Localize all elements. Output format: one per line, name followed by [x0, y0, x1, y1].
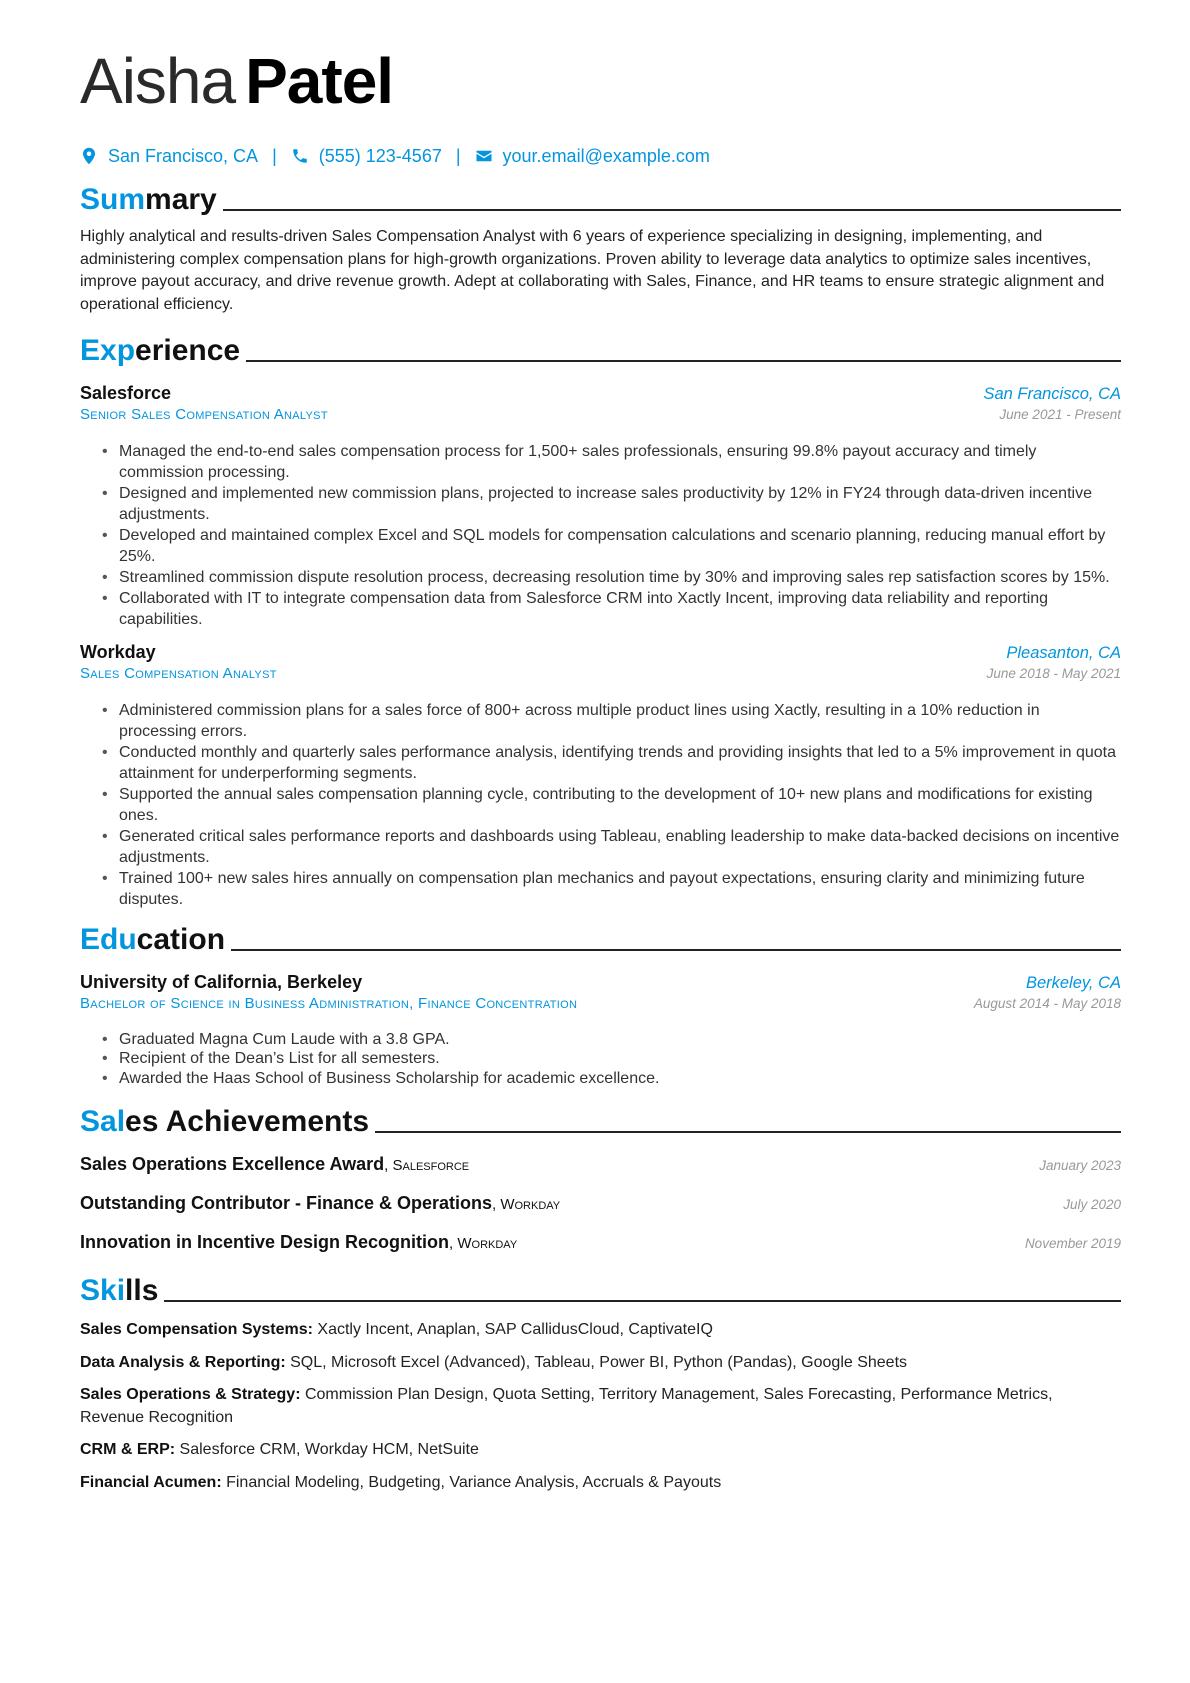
divider: [223, 209, 1121, 211]
achievement-item: [80, 1193, 1121, 1218]
achievement-date: July 2020: [1063, 1197, 1121, 1213]
bullet: • Trained 100+ new sales hires annually on compensation plan mechanics and payout expectations, ensuring clarity and minimizing future disputes.: [118, 868, 1121, 910]
heading-rest: mary: [145, 183, 217, 216]
bullet: • Developed and maintained complex Excel and SQL models for compensation calculations and scenario planning, reducing manual effort by 25%.: [118, 525, 1121, 567]
section-heading: [80, 1273, 158, 1309]
first-name: Aisha: [80, 45, 236, 117]
resume-page: [80, 40, 1121, 1494]
heading-accent: Sum: [80, 183, 146, 216]
job-dates: June 2021 - Present: [999, 406, 1121, 422]
heading-rest: erience: [135, 333, 241, 367]
heading-rest: lls: [125, 1274, 159, 1308]
bullet: • Administered commission plans for a sales force of 800+ across multiple product lines using Xactly, resulting in a 10% reduction in processing errors.: [118, 700, 1121, 742]
section-summary: [80, 180, 1121, 218]
summary-text: Highly analytical and results-driven Sales Compensation Analyst with 6 years of experience specializing in designing, implementing, and administering complex compensation plans for high-growth organizations. Proven ability to leverage data analytics to optimize sales incentives, improve payout accuracy, and drive revenue growth. Adept at collaborating with Sales, Finance, and HR teams to ensure strategic alignment and operational efficiency.: [80, 228, 1105, 314]
candidate-name: [80, 40, 1121, 122]
skill-values: SQL, Microsoft Excel (Advanced), Tableau, Power BI, Python (Pandas), Google Sheets: [285, 1353, 908, 1371]
job-dates: June 2018 - May 2021: [986, 665, 1121, 681]
bullet: • Collaborated with IT to integrate compensation data from Salesforce CRM into Xactly Incent, improving data reliability and reporting capabilities.: [118, 588, 1121, 630]
job-location: Pleasanton, CA: [1006, 643, 1121, 662]
school: University of California, Berkeley: [80, 971, 363, 992]
envelope-icon: [475, 147, 493, 165]
last-name: Patel: [245, 45, 394, 117]
skill-category: Sales Operations & Strategy:: [80, 1386, 301, 1404]
education-dates: August 2014 - May 2018: [973, 995, 1121, 1011]
degree: Bachelor of Science in Business Administration, Finance Concentration: [80, 994, 578, 1012]
heading-rest: es Achievements: [125, 1105, 370, 1139]
location: San Francisco, CA: [108, 145, 259, 166]
bullet: • Conducted monthly and quarterly sales performance analysis, identifying trends and providing insights that led to a 5% improvement in quota attainment for underperforming segments.: [118, 742, 1121, 784]
section-achievements: [80, 1102, 1121, 1140]
achievement-title: Sales Operations Excellence Award: [80, 1154, 385, 1175]
skill-row: [80, 1472, 1121, 1495]
skill-category: Sales Compensation Systems:: [80, 1321, 313, 1339]
section-heading: [80, 922, 225, 958]
bullet: • Managed the end-to-end sales compensation process for 1,500+ sales professionals, ensuring 99.8% payout accuracy and timely commission processing.: [118, 441, 1121, 483]
achievement-title: Innovation in Incentive Design Recognition: [80, 1232, 450, 1253]
section-heading: [80, 1104, 369, 1140]
bullet: • Designed and implemented new commission plans, projected to increase sales productivity by 12% in FY24 through data-driven incentive adjustments.: [118, 483, 1121, 525]
phone: (555) 123-4567: [318, 145, 442, 166]
achievement-org: , Workday: [449, 1235, 518, 1253]
skill-values: Xactly Incent, Anaplan, SAP CallidusCloud, CaptivateIQ: [312, 1321, 713, 1339]
skill-values: Commission Plan Design, Quota Setting, Territory Management, Sales Forecasting, Performance Metrics, Revenue Recognition: [80, 1386, 1053, 1426]
achievement-org: , Workday: [492, 1196, 561, 1214]
bullet: • Supported the annual sales compensation planning cycle, contributing to the development of 10+ new plans and modifications for existing ones.: [118, 784, 1121, 826]
map-pin-icon: [80, 147, 98, 165]
section-heading: [80, 182, 217, 218]
achievement-date: January 2023: [1039, 1158, 1121, 1174]
experience-entry: [80, 383, 1121, 630]
heading-accent: Edu: [80, 922, 137, 956]
skill-row: [80, 1384, 1121, 1429]
bullet: • Recipient of the Dean’s List for all semesters.: [118, 1049, 1121, 1069]
company: Workday: [80, 641, 156, 662]
bullet: • Generated critical sales performance reports and dashboards using Tableau, enabling leadership to make data-backed decisions on incentive adjustments.: [118, 826, 1121, 868]
bullet: • Streamlined commission dispute resolution process, decreasing resolution time by 30% and improving sales rep satisfaction scores by 15%.: [118, 567, 1121, 588]
job-title: Senior Sales Compensation Analyst: [80, 405, 328, 423]
section-experience: [80, 331, 1121, 369]
bullet-list: [118, 441, 1121, 630]
heading-accent: Ski: [80, 1274, 126, 1308]
divider: [246, 360, 1121, 362]
heading-rest: cation: [136, 922, 226, 956]
bullet-list: [118, 1030, 1121, 1089]
skill-category: Financial Acumen:: [80, 1473, 222, 1491]
section-heading: [80, 333, 240, 369]
education-entry: [80, 972, 1121, 1089]
company: Salesforce: [80, 382, 172, 403]
achievement-date: November 2019: [1024, 1236, 1121, 1252]
experience-entry: [80, 642, 1121, 910]
bullet: • Graduated Magna Cum Laude with a 3.8 GPA.: [118, 1030, 1121, 1050]
divider: [375, 1131, 1121, 1133]
job-location: San Francisco, CA: [983, 384, 1121, 403]
skill-category: Data Analysis & Reporting:: [80, 1353, 286, 1371]
section-skills: [80, 1271, 1121, 1309]
separator: |: [272, 145, 277, 166]
achievement-title: Outstanding Contributor - Finance & Operations: [80, 1193, 492, 1214]
contact-line: [80, 142, 1121, 170]
skill-values: Salesforce CRM, Workday HCM, NetSuite: [175, 1441, 479, 1459]
heading-accent: Exp: [80, 333, 136, 367]
bullet-list: [118, 700, 1121, 910]
bullet: • Awarded the Haas School of Business Scholarship for academic excellence.: [118, 1069, 1121, 1089]
job-title: Sales Compensation Analyst: [80, 664, 277, 682]
email-link[interactable]: your.email@example.com: [502, 145, 710, 166]
separator: |: [455, 145, 461, 166]
divider: [164, 1300, 1121, 1302]
school-location: Berkeley, CA: [1025, 973, 1121, 992]
section-education: [80, 920, 1121, 958]
achievement-org: , Salesforce: [384, 1157, 470, 1175]
phone-icon: [291, 147, 309, 165]
skill-values: Financial Modeling, Budgeting, Variance Analysis, Accruals & Payouts: [221, 1473, 722, 1491]
skill-row: [80, 1352, 1121, 1375]
divider: [231, 949, 1121, 951]
skill-row: [80, 1319, 1121, 1342]
skill-category: CRM & ERP:: [80, 1441, 176, 1459]
heading-accent: Sal: [80, 1105, 126, 1139]
achievement-item: [80, 1232, 1121, 1257]
achievement-item: [80, 1154, 1121, 1179]
skill-row: [80, 1439, 1121, 1462]
